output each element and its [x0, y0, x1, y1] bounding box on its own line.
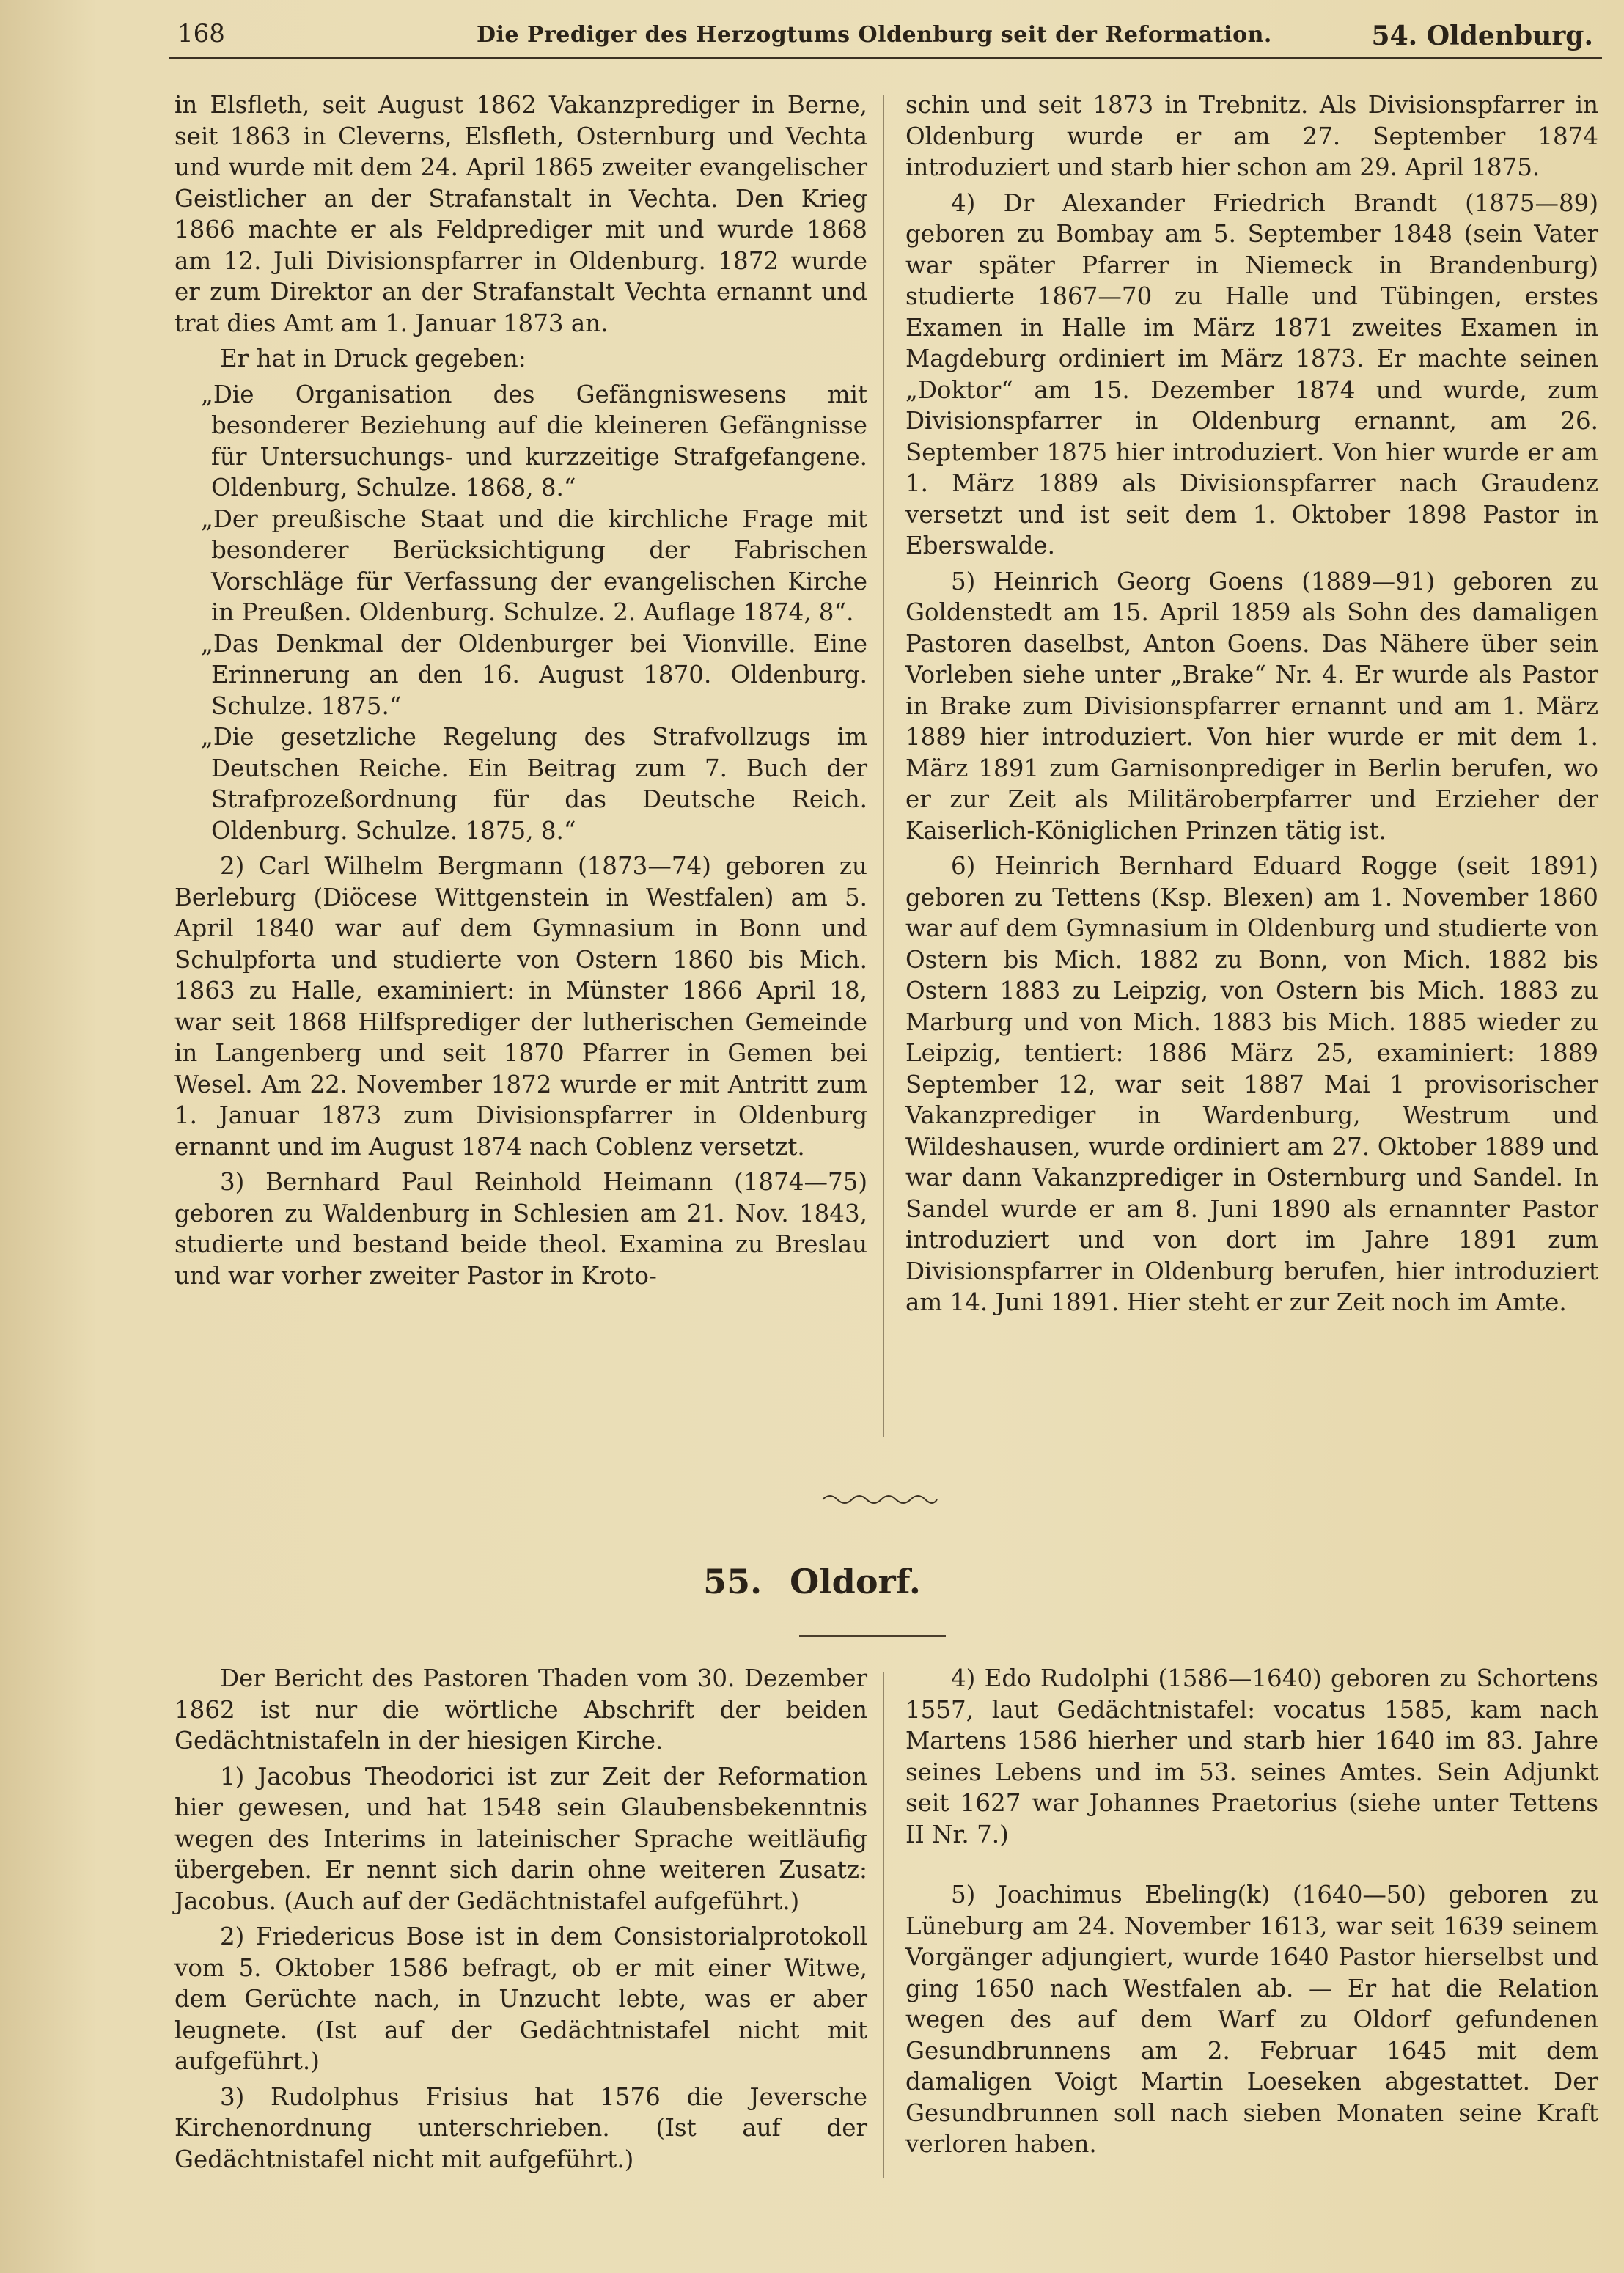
section-heading: 54. Oldenburg. — [1371, 21, 1593, 51]
column-divider — [883, 1672, 884, 2178]
paragraph: 6) Heinrich Bernhard Eduard Rogge (seit 1891) geboren zu Tettens (Ksp. Blexen) am 1. November 1860 war auf dem Gymnasium in Oldenburg und studierte von Ostern bis Mich. 1882 zu Bonn, von Mich. 1882 bis Ostern 1883 zu Leipzig, von Ostern bis Mich. 1883 zu Marburg und von Mich. 1883 bis Mich. 1885 wieder zu Leipzig, tentiert: 1886 März 25, examiniert: 1889 September 12, war seit 1887 Mai 1 provisorischer Vakanzprediger in Wardenburg, Westrum und Wildeshausen, wurde ordiniert am 27. Oktober 1889 und war dann Vakanzprediger in Osternburg und Sandel. In Sandel wurde er am 8. Juni 1890 als ernannter Pastor introduziert und von dort im Jahre 1891 zum Divisionspfarrer in Oldenburg berufen, hier introduziert am 14. Juni 1891. Hier steht er zur Zeit noch im Amte. — [905, 852, 1598, 1316]
paragraph: Der Bericht des Pastoren Thaden vom 30. Dezember 1862 ist nur die wörtliche Abschrift der beiden Gedächtnistafeln in der hiesigen Kirche. — [174, 1664, 867, 1755]
paragraph: Er hat in Druck gegeben: — [220, 345, 526, 372]
paragraph: 4) Edo Rudolphi (1586—1640) geboren zu Schortens 1557, laut Gedächtnistafel: vocatus 1585, kam nach Martens 1586 hierher und starb hier 1640 im 83. Jahre seines Lebens und im 53. seines Amtes. Sein Adjunkt seit 1627 war Johannes Praetorius (siehe unter Tettens II Nr. 7.) — [905, 1664, 1598, 1848]
paragraph: 4) Dr Alexander Friedrich Brandt (1875—89) geboren zu Bombay am 5. September 1848 (sein Vater war später Pfarrer in Niemeck in Brandenburg) studierte 1867—70 zu Halle und Tübingen, erstes Examen in Halle im März 1871 zweites Examen in Magdeburg ordiniert im März 1873. Er machte seinen „Doktor“ am 15. Dezember 1874 und wurde, zum Divisionspfarrer in Oldenburg ernannt, am 26. September 1875 hier introduziert. Von hier wurde er am 1. März 1889 als Divisionspfarrer nach Graudenz versetzt und ist seit dem 1. Oktober 1898 Pastor in Eberswalde. — [905, 188, 1598, 559]
column-right-top — [905, 89, 1598, 1323]
publication-entry: „Die gesetzliche Regelung des Strafvollzugs im Deutschen Reiche. Ein Beitrag zum 7. Buch der Strafprozeßordnung für das Deutsche Reich. Oldenburg. Schulze. 1875, 8.“ — [201, 723, 867, 845]
section-name: Oldorf. — [790, 1562, 921, 1601]
column-left-bottom — [174, 1663, 867, 2179]
paragraph: 2) Friedericus Bose ist in dem Consistorialprotokoll vom 5. Oktober 1586 befragt, ob er mit einer Witwe, dem Gerüchte nach, in Unzucht lebte, was er aber leugnete. (Ist auf der Gedächtnistafel nicht mit aufgeführt.) — [174, 1923, 867, 2075]
paragraph: 1) Jacobus Theodorici ist zur Zeit der Reformation hier gewesen, und hat 1548 sein Glaubensbekenntnis wegen des Interims in lateinischer Sprache weitläufig übergeben. Er nennt sich darin ohne weiteren Zusatz: Jacobus. (Auch auf der Gedächtnistafel aufgeführt.) — [174, 1762, 867, 1915]
section-number: 55. — [703, 1562, 763, 1601]
column-right-bottom — [905, 1663, 1598, 2164]
page-header — [169, 16, 1602, 59]
paragraph: 5) Joachimus Ebeling(k) (1640—50) geboren zu Lüneburg am 24. November 1613, war seit 1639 seinem Vorgänger adjungiert, wurde 1640 Pastor hierselbst und ging 1650 nach Westfalen ab. — Er hat die Relation wegen des auf dem Warf zu Oldorf gefundenen Gesundbrunnens am 2. Februar 1645 mit dem damaligen Voigt Martin Loeseken abgestattet. Der Gesundbrunnen soll nach sieben Monaten seine Kraft verloren haben. — [905, 1881, 1598, 2158]
column-divider — [883, 95, 884, 1437]
publication-entry: „Die Organisation des Gefängniswesens mit besonderer Beziehung auf die kleineren Gefängnisse für Untersuchungs- und kurzzeitige Strafgefangene. Oldenburg, Schulze. 1868, 8.“ — [201, 380, 867, 502]
section-title — [0, 1562, 1624, 1601]
running-title: Die Prediger des Herzogtums Oldenburg seit der Reformation. — [477, 22, 1272, 48]
paragraph: schin und seit 1873 in Trebnitz. Als Divisionspfarrer in Oldenburg wurde er am 27. September 1874 introduziert und starb hier schon am 29. April 1875. — [905, 91, 1598, 181]
paragraph: 3) Rudolphus Frisius hat 1576 die Jeversche Kirchenordnung unterschrieben. (Ist auf der Gedächtnistafel nicht mit aufgeführt.) — [174, 2082, 867, 2173]
paragraph: 3) Bernhard Paul Reinhold Heimann (1874—75) geboren zu Waldenburg in Schlesien am 21. Nov. 1843, studierte und bestand beide theol. Examina zu Breslau und war vorher zweiter Pastor in Kroto- — [174, 1168, 867, 1290]
section-rule — [799, 1635, 946, 1637]
paragraph: 5) Heinrich Georg Goens (1889—91) geboren zu Goldenstedt am 15. April 1859 als Sohn des damaligen Pastoren daselbst, Anton Goens. Das Nähere über sein Vorleben siehe unter „Brake“ Nr. 4. Er wurde als Pastor in Brake zum Divisionspfarrer ernannt und am 1. März 1889 hier introduziert. Von hier wurde er mit dem 1. März 1891 zum Garnisonprediger in Berlin berufen, wo er zur Zeit als Militäroberpfarrer und Erzieher der Kaiserlich-Königlichen Prinzen tätig ist. — [905, 567, 1598, 845]
paragraph: 2) Carl Wilhelm Bergmann (1873—74) geboren zu Berleburg (Diöcese Wittgenstein in Westfalen) am 5. April 1840 war auf dem Gymnasium in Bonn und Schulpforta und studierte von Ostern 1860 bis Mich. 1863 zu Halle, examiniert: in Münster 1866 April 18, war seit 1868 Hilfsprediger der lutherischen Gemeinde in Langenberg und seit 1870 Pfarrer in Gemen bei Wesel. Am 22. November 1872 wurde er mit Antritt zum 1. Januar 1873 zum Divisionspfarrer in Oldenburg ernannt und im August 1874 nach Coblenz versetzt. — [174, 852, 867, 1161]
spacer — [905, 1854, 1598, 1879]
wave-ornament-icon — [821, 1488, 938, 1510]
publication-entry: „Das Denkmal der Oldenburger bei Vionville. Eine Erinnerung an den 16. August 1870. Oldenburg. Schulze. 1875.“ — [201, 629, 867, 720]
page-number: 168 — [177, 19, 225, 48]
paragraph: in Elsfleth, seit August 1862 Vakanzprediger in Berne, seit 1863 in Cleverns, Elsfleth, Osternburg und Vechta und wurde mit dem 24. April 1865 zweiter evangelischer Geistlicher an der Strafanstalt in Vechta. Den Krieg 1866 machte er als Feldprediger mit und wurde 1868 am 12. Juli Divisionspfarrer in Oldenburg. 1872 wurde er zum Direktor an der Strafanstalt Vechta ernannt und trat dies Amt am 1. Januar 1873 an. — [174, 91, 867, 337]
publication-entry: „Der preußische Staat und die kirchliche Frage mit besonderer Berücksichtigung der Fabrischen Vorschläge für Verfassung der evangelischen Kirche in Preußen. Oldenburg. Schulze. 2. Auflage 1874, 8“. — [201, 504, 867, 626]
column-left-top — [174, 89, 867, 1296]
